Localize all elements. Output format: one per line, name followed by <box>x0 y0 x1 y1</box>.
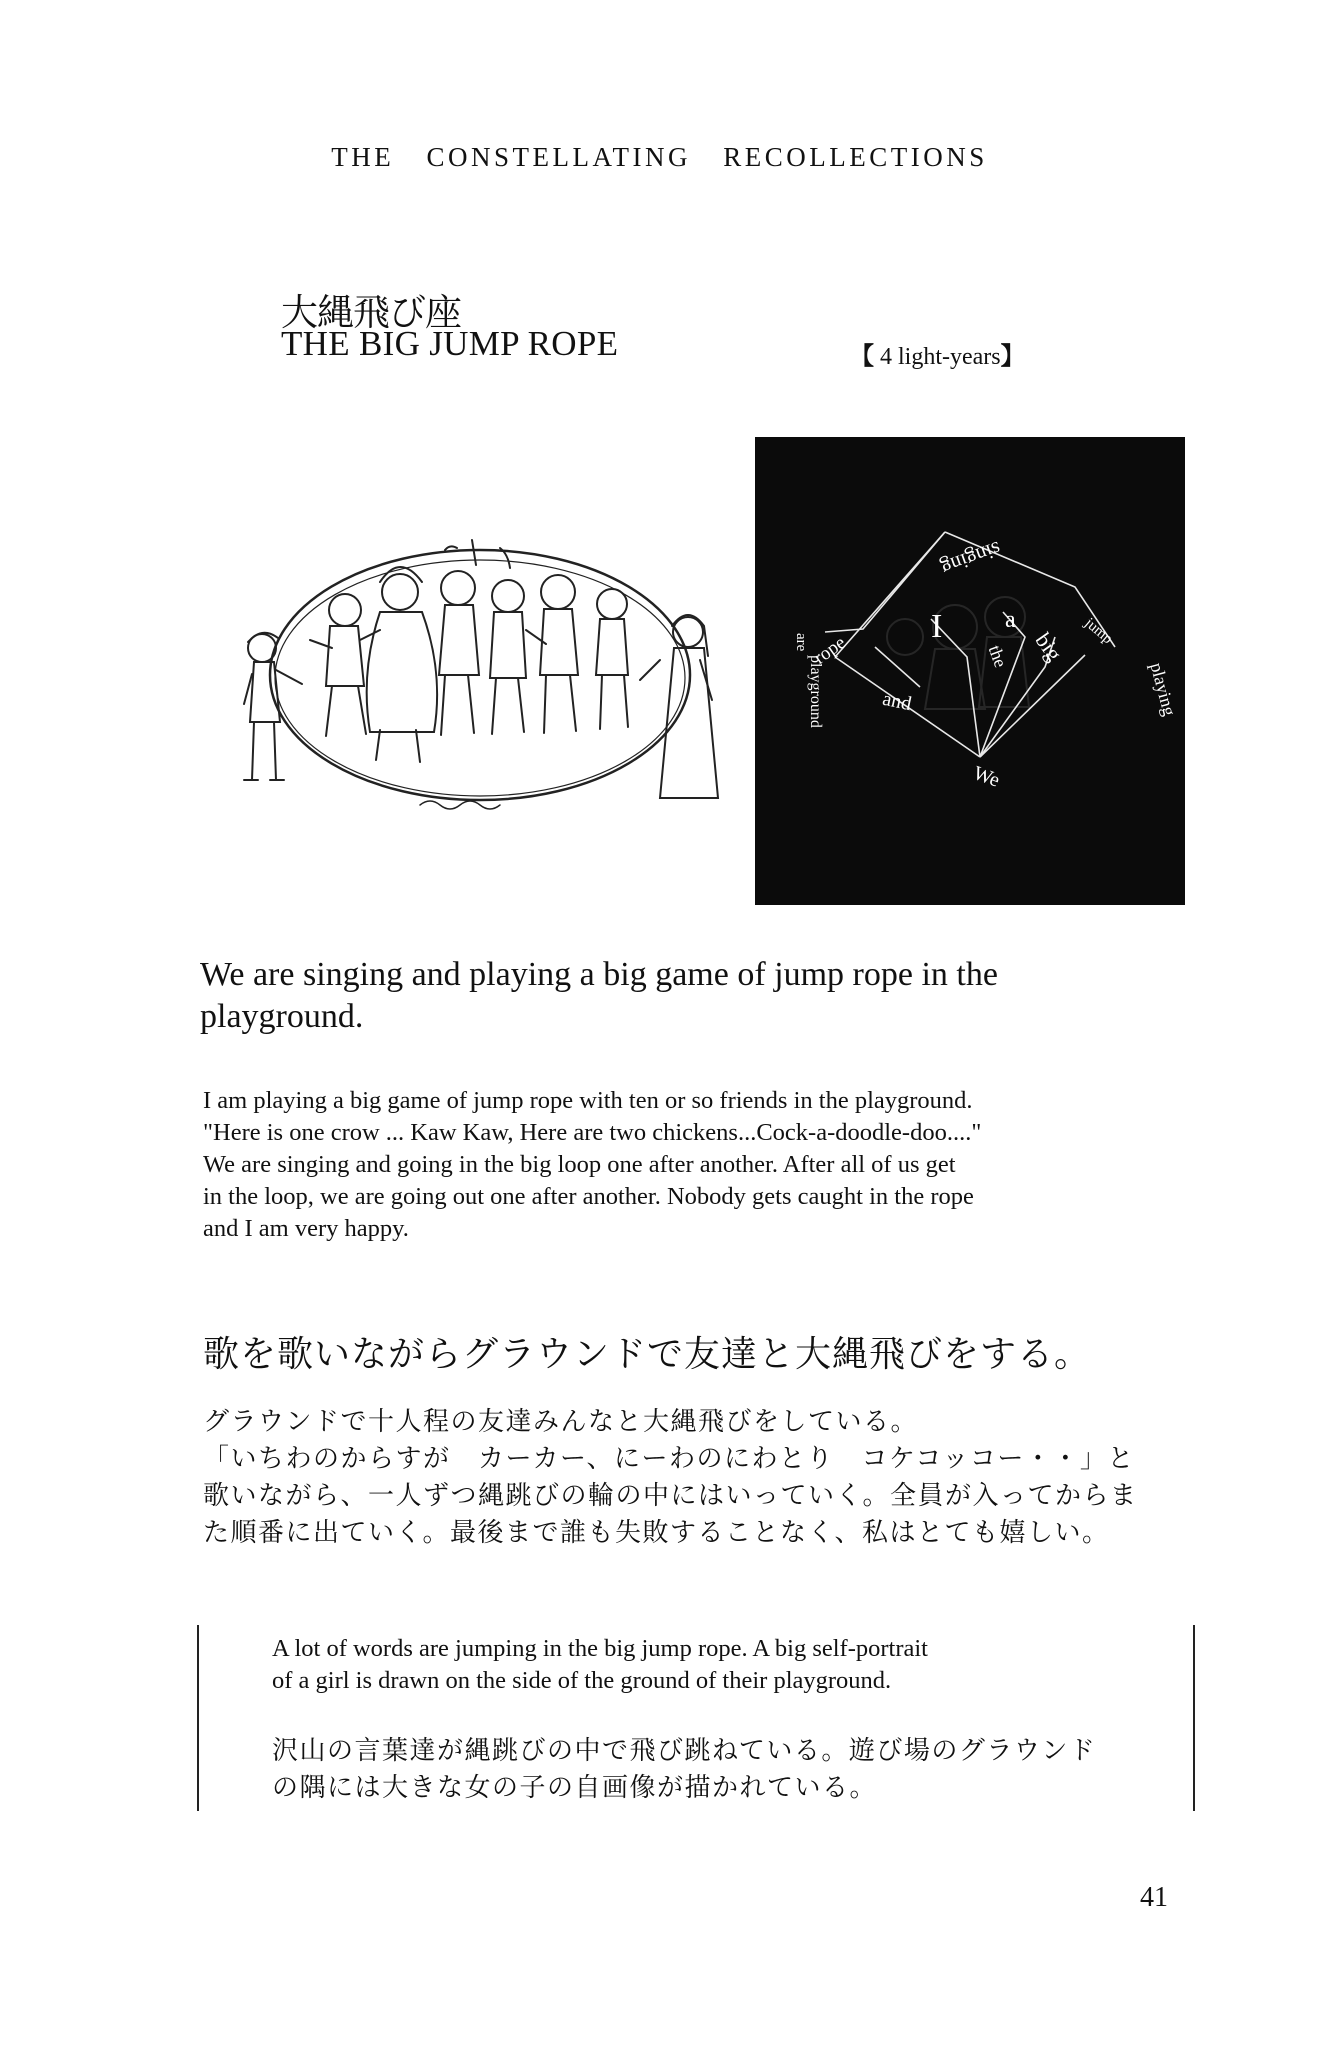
page-number: 41 <box>1140 1882 1168 1913</box>
body-line: We are singing and going in the big loop one after another. After all of us get <box>203 1151 956 1178</box>
bracket-close: 】 <box>1000 344 1025 370</box>
word-are: are <box>793 633 809 652</box>
note-line: の隅には大きな女の子の自画像が描かれている。 <box>272 1773 878 1802</box>
body-line: 歌いながら、一人ずつ縄跳びの輪の中にはいっていく。全員が入ってからま <box>203 1481 1138 1510</box>
lead-sentence-japanese: 歌を歌いながらグラウンドで友達と大縄飛びをする。 <box>203 1334 1092 1374</box>
children-jumping-rope-drawing <box>240 530 720 830</box>
bracket-open: 【 <box>850 344 874 370</box>
body-line: I am playing a big game of jump rope with ten or so friends in the playground. <box>203 1087 973 1114</box>
constellation-title-english: THE BIG JUMP ROPE <box>281 324 619 363</box>
constellation-title-japanese: 大縄飛び座 <box>281 293 461 334</box>
word-the: the <box>984 642 1011 670</box>
running-head: THE CONSTELLATING RECOLLECTIONS <box>331 142 988 172</box>
note-text-english <box>272 1633 1132 1697</box>
word-and: and <box>880 687 914 716</box>
word-we: We <box>970 762 1003 792</box>
word-singing: singing <box>937 536 1005 581</box>
body-text-english <box>203 1085 1188 1245</box>
word-I: I <box>931 608 943 645</box>
word-a: a <box>1005 607 1016 633</box>
note-right-rule <box>1193 1625 1195 1811</box>
distance-label <box>850 336 1025 371</box>
body-line: グラウンドで十人程の友達みんなと大縄飛びをしている。 <box>203 1407 919 1436</box>
distance-text: 4 light-years <box>874 344 1001 370</box>
note-line: of a girl is drawn on the side of the ground of their playground. <box>272 1667 892 1694</box>
body-line: た順番に出ていく。最後まで誰も失敗することなく、私はとても嬉しい。 <box>203 1518 1110 1547</box>
note-text-japanese <box>272 1732 1132 1806</box>
word-big: big <box>1030 627 1068 666</box>
word-playground: playground <box>807 655 824 728</box>
body-line: 「いちわのからすが カーカー、にーわのにわとり コケコッコー・・」と <box>203 1444 1135 1473</box>
body-text-japanese <box>203 1403 1203 1551</box>
word-rope: rope <box>810 632 850 669</box>
body-line: in the loop, we are going out one after another. Nobody gets caught in the rope <box>203 1183 974 1210</box>
word-jump: jump <box>1081 615 1116 648</box>
note-left-rule <box>197 1625 199 1811</box>
note-line: 沢山の言葉達が縄跳びの中で飛び跳ねている。遊び場のグラウンド <box>272 1736 1097 1765</box>
body-line: "Here is one crow ... Kaw Kaw, Here are two chickens...Cock-a-doodle-doo...." <box>203 1119 982 1146</box>
note-line: A lot of words are jumping in the big jump rope. A big self-portrait <box>272 1635 928 1662</box>
word-constellation-diagram <box>755 437 1185 905</box>
body-line: and I am very happy. <box>203 1215 409 1242</box>
word-playing: playing <box>1146 660 1180 718</box>
lead-sentence-english: We are singing and playing a big game of jump rope in the playground. <box>200 956 998 1035</box>
